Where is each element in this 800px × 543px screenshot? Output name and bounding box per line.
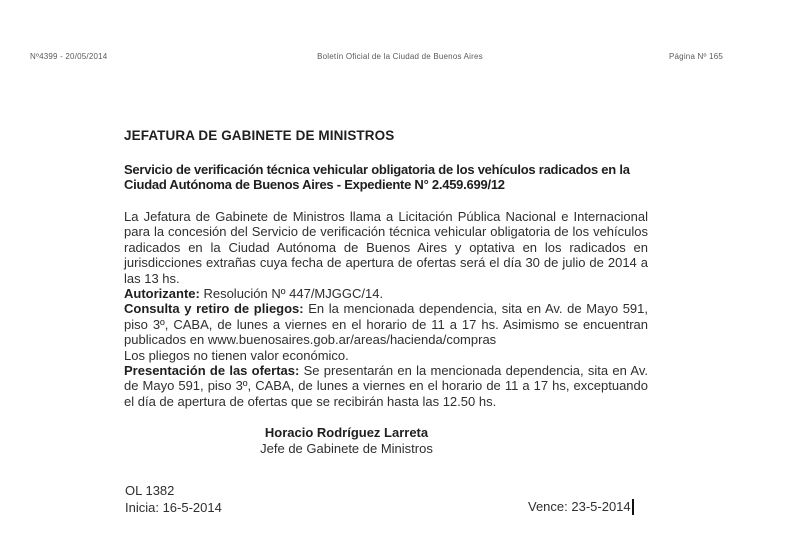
footer-publication-code: OL 1382	[125, 483, 175, 498]
notice-body	[124, 209, 648, 409]
organism-heading: JEFATURA DE GABINETE DE MINISTROS	[124, 128, 395, 143]
notice-title: Servicio de verificación técnica vehicular obligatoria de los vehículos radicados en la Ciudad Autónoma de Buenos Aires - Expediente N° 2.459.699/12	[124, 162, 630, 192]
footer-start-date: Inicia: 16-5-2014	[125, 499, 222, 515]
notice-paragraph: Los pliegos no tienen valor económico.	[124, 347, 349, 363]
notice-content	[124, 128, 648, 409]
footer-end-date: Vence: 23-5-2014	[528, 499, 631, 514]
paragraph-lead-label: Presentación de las ofertas:	[124, 363, 300, 379]
notice-paragraph: La Jefatura de Gabinete de Ministros llama a Licitación Pública Nacional e Internacional para la concesión del Servicio de verificación técnica vehicular obligatoria de los vehículos radicados en la Ciudad Autónoma de Buenos Aires y optativa en los radicados en jurisdicciones extrañas cuya fecha de apertura de ofertas será el día 30 de julio de 2014 a las 13 hs.	[124, 209, 648, 286]
paragraph-lead-label: Autorizante:	[124, 286, 200, 302]
signature-block	[124, 425, 569, 456]
notice-paragraph: Autorizante: Resolución Nº 447/MJGGC/14.	[124, 286, 384, 302]
paragraph-lead-label: Consulta y retiro de pliegos:	[124, 301, 304, 317]
header-page-number: Página Nº 165	[668, 52, 723, 61]
header-publication-name: Boletín Oficial de la Ciudad de Buenos Aires	[317, 52, 483, 61]
notice-paragraph: Consulta y retiro de pliegos: En la mencionada dependencia, sita en Av. de Mayo 591, piso 3º, CABA, de lunes a viernes en el horario de 11 a 17 hs. Asimismo se encuentran publicados en www.buenosaires.gob.ar/areas/hacienda/compras	[124, 301, 648, 348]
notice-paragraph: Presentación de las ofertas: Se presentarán en la mencionada dependencia, sita en Av. de Mayo 591, piso 3º, CABA, de lunes a viernes en el horario de 11 a 17 hs, exceptuando el día de apertura de ofertas que se recibirán hasta las 12.50 hs.	[124, 363, 648, 409]
signatory-name: Horacio Rodríguez Larreta	[264, 425, 429, 440]
running-header	[0, 52, 800, 66]
footer-left	[125, 483, 222, 516]
footer-right	[528, 499, 634, 516]
text-cursor	[632, 499, 634, 515]
signatory-title: Jefe de Gabinete de Ministros	[260, 440, 433, 456]
header-issue-number: Nº4399 - 20/05/2014	[30, 52, 108, 61]
